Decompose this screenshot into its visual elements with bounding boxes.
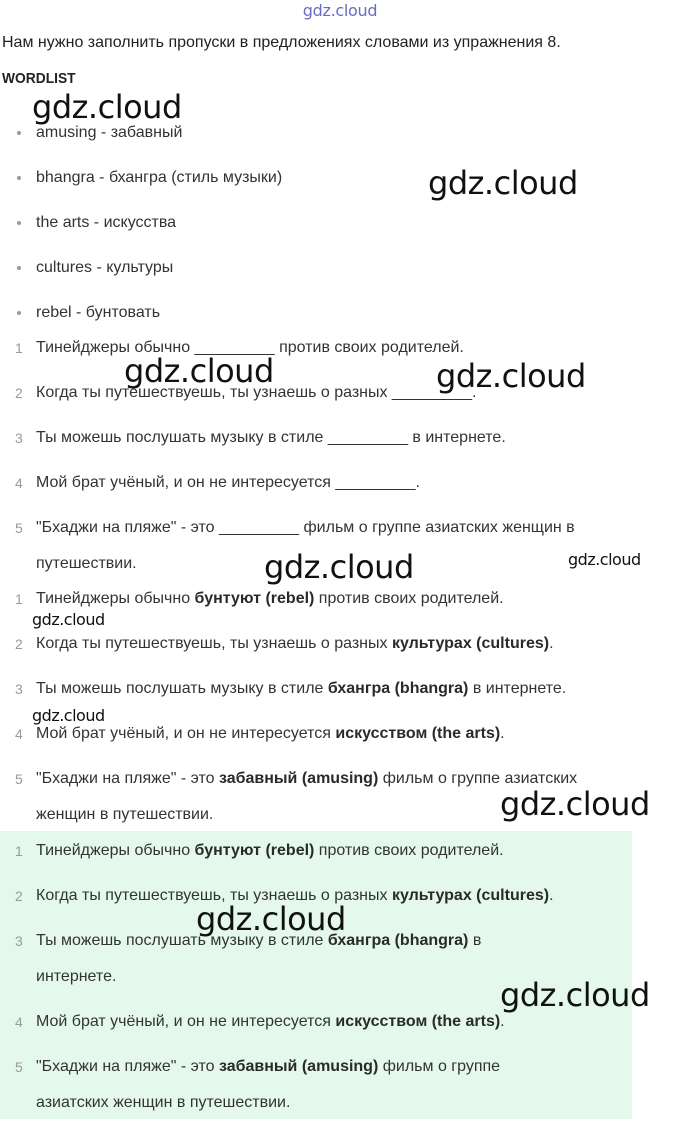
answer-item: 2 Когда ты путешествуешь, ты узнаешь о разных культурах (cultures). bbox=[15, 635, 554, 652]
bullet-icon bbox=[17, 131, 21, 135]
site-brand[interactable]: gdz.cloud bbox=[302, 1, 378, 20]
answer-item: 1 Тинейджеры обычно бунтуют (rebel) против своих родителей. bbox=[15, 842, 504, 859]
bullet-icon bbox=[17, 266, 21, 270]
wordlist-item: cultures - культуры bbox=[0, 256, 282, 301]
wordlist-item: amusing - забавный bbox=[0, 121, 282, 166]
answer-item: 1 Тинейджеры обычно бунтуют (rebel) против своих родителей. bbox=[15, 590, 504, 607]
watermark: gdz.cloud bbox=[32, 88, 182, 126]
watermark: gdz.cloud bbox=[124, 352, 274, 390]
task-item: 4 Мой брат учёный, и он не интересуется _________. bbox=[15, 474, 420, 491]
bullet-icon bbox=[17, 221, 21, 225]
answer-item: 3 Ты можешь послушать музыку в стиле бхангра (bhangra) в интернете. bbox=[15, 932, 482, 985]
watermark: gdz.cloud bbox=[32, 706, 105, 725]
answer-item: 4 Мой брат учёный, и он не интересуется искусством (the arts). bbox=[15, 1013, 505, 1030]
wordlist-item: the arts - искусства bbox=[0, 211, 282, 256]
watermark: gdz.cloud bbox=[428, 164, 578, 202]
task-item: 3 Ты можешь послушать музыку в стиле _________ в интернете. bbox=[15, 429, 506, 446]
wordlist-heading: WORDLIST bbox=[2, 70, 76, 87]
intro-text: Нам нужно заполнить пропуски в предложениях словами из упражнения 8. bbox=[2, 34, 561, 51]
watermark: gdz.cloud bbox=[196, 900, 346, 938]
answer-item: 5 "Бхаджи на пляже" - это забавный (amusing) фильм о группе азиатских женщин в путешествии. bbox=[15, 770, 578, 823]
task-item: 2 Когда ты путешествуешь, ты узнаешь о разных _________. bbox=[15, 384, 477, 401]
watermark: gdz.cloud bbox=[500, 976, 650, 1014]
answer-item: 3 Ты можешь послушать музыку в стиле бхангра (bhangra) в интернете. bbox=[15, 680, 567, 697]
bullet-icon bbox=[17, 176, 21, 180]
watermark: gdz.cloud bbox=[264, 548, 414, 586]
watermark: gdz.cloud bbox=[32, 610, 105, 629]
watermark: gdz.cloud bbox=[500, 785, 650, 823]
answer-item: 2 Когда ты путешествуешь, ты узнаешь о разных культурах (cultures). bbox=[15, 887, 554, 904]
answer-item: 5 "Бхаджи на пляже" - это забавный (amusing) фильм о группе азиатских женщин в путешествии. bbox=[15, 1058, 501, 1111]
wordlist-item: rebel - бунтовать bbox=[0, 301, 282, 346]
watermark: gdz.cloud bbox=[568, 550, 641, 569]
watermark: gdz.cloud bbox=[436, 357, 586, 395]
answer-item: 4 Мой брат учёный, и он не интересуется искусством (the arts). bbox=[15, 725, 505, 742]
wordlist-item: bhangra - бхангра (стиль музыки) bbox=[0, 166, 282, 211]
wordlist bbox=[0, 121, 282, 346]
task-item: 5 "Бхаджи на пляже" - это _________ фильм о группе азиатских женщин в путешествии. bbox=[15, 519, 575, 572]
task-item: 1 Тинейджеры обычно _________ против своих родителей. bbox=[15, 339, 464, 356]
bullet-icon bbox=[17, 311, 21, 315]
